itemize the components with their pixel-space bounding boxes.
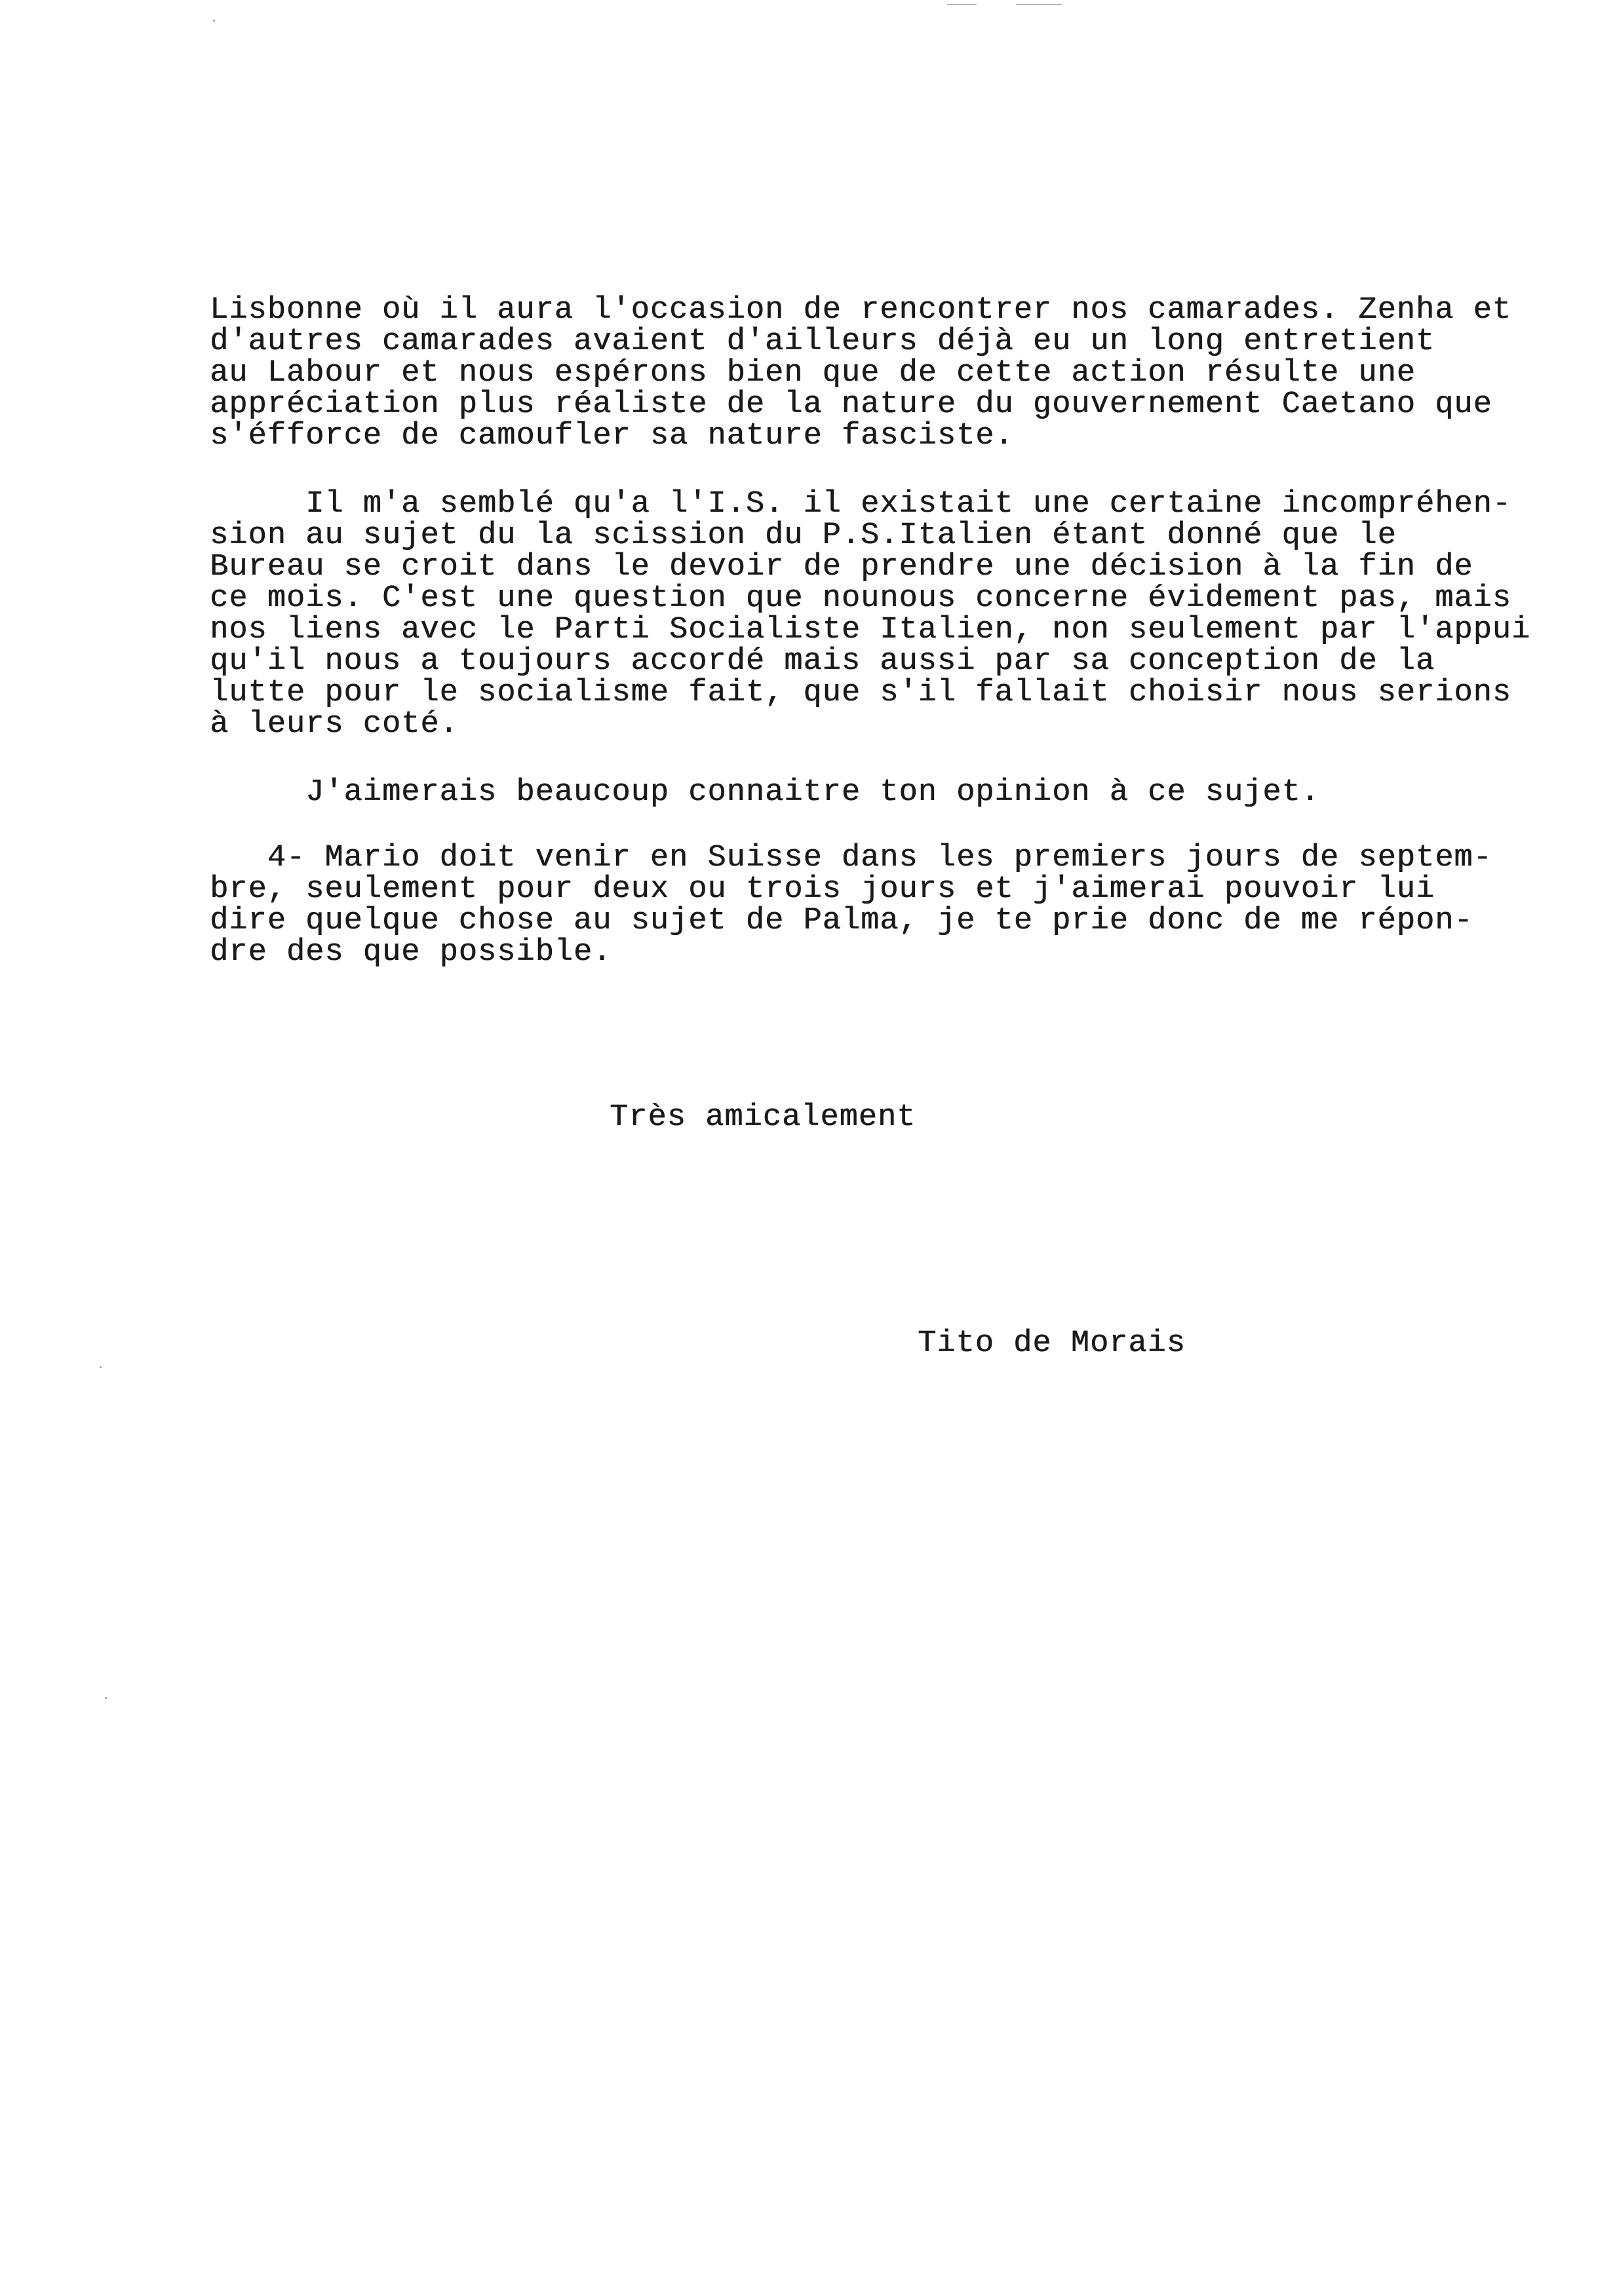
scan-mark-top — [1016, 4, 1062, 5]
paragraph-1-line-4: appréciation plus réaliste de la nature du gouvernement Caetano que — [210, 387, 1492, 422]
paragraph-2-line-3: Bureau se croit dans le devoir de prendre une décision à la fin de — [210, 550, 1473, 584]
paragraph-3-line-1: J'aimerais beaucoup connaitre ton opinion à ce sujet. — [210, 775, 1320, 810]
paragraph-2-line-1: Il m'a semblé qu'a l'I.S. il existait une certaine incompréhen- — [210, 487, 1511, 522]
paragraph-4-line-2: bre, seulement pour deux ou trois jours et j'aimerai pouvoir lui — [210, 872, 1435, 907]
paragraph-2-line-5: nos liens avec le Parti Socialiste Italien, non seulement par l'appui — [210, 613, 1531, 647]
paragraph-2-line-6: qu'il nous a toujours accordé mais aussi par sa conception de la — [210, 644, 1435, 679]
paragraph-2-line-2: sion au sujet du la scission du P.S.Italien étant donné que le — [210, 518, 1397, 553]
scan-speck — [105, 1697, 107, 1699]
paragraph-2-line-7: lutte pour le socialisme fait, que s'il fallait choisir nous serions — [210, 676, 1511, 710]
paragraph-1-line-5: s'éfforce de camoufler sa nature fasciste. — [210, 419, 1014, 453]
signature-name: Tito de Morais — [918, 1326, 1186, 1361]
closing-salutation: Très amicalement — [610, 1100, 916, 1135]
paragraph-4-line-4: dre des que possible. — [210, 935, 612, 970]
paragraph-1-line-3: au Labour et nous espérons bien que de cette action résulte une — [210, 356, 1416, 391]
paragraph-4-line-1: 4- Mario doit venir en Suisse dans les premiers jours de septem- — [210, 841, 1492, 875]
paragraph-4-line-3: dire quelque chose au sujet de Palma, je te prie donc de me répon- — [210, 904, 1473, 938]
paragraph-2-line-4: ce mois. C'est une question que nounous concerne évidement pas, mais — [210, 581, 1511, 616]
paragraph-1-line-1: Lisbonne où il aura l'occasion de rencontrer nos camarades. Zenha et — [210, 293, 1511, 328]
scan-speck — [213, 20, 215, 22]
scan-speck — [100, 1366, 102, 1368]
paragraph-2-line-8: à leurs coté. — [210, 707, 459, 742]
paragraph-1-line-2: d'autres camarades avaient d'ailleurs déjà eu un long entretient — [210, 324, 1435, 359]
scan-mark-top — [947, 4, 977, 5]
